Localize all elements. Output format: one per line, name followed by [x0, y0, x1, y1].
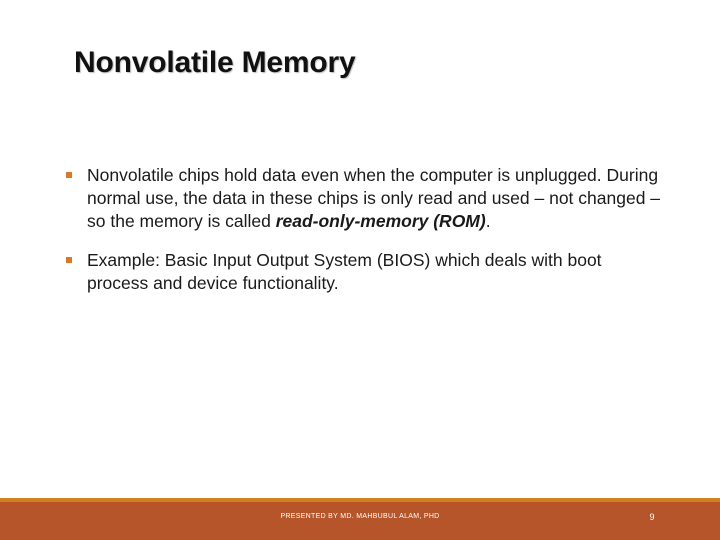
bullet-item-nonvolatile [66, 164, 666, 233]
bullet-text: Example: Basic Input Output System (BIOS) which deals with boot process and device functionality. [87, 250, 602, 293]
footer-presenter: PRESENTED BY MD. MAHBUBUL ALAM, PHD [280, 513, 440, 520]
slide-title: Nonvolatile Memory [74, 46, 356, 79]
page-number: 9 [649, 512, 655, 522]
square-bullet-icon [66, 172, 72, 178]
square-bullet-icon [66, 257, 72, 263]
footer-band [0, 502, 720, 540]
bullet-emphasis: read-only-memory (ROM) [275, 211, 486, 231]
bullet-text-end: . [485, 211, 491, 231]
bullet-text: Nonvolatile chips hold data even when the computer is unplugged. During normal use, the data in these chips is only read and used – not changed – so the memory is called [87, 165, 661, 231]
bullet-list [66, 164, 666, 311]
bullet-item-example [66, 249, 666, 295]
